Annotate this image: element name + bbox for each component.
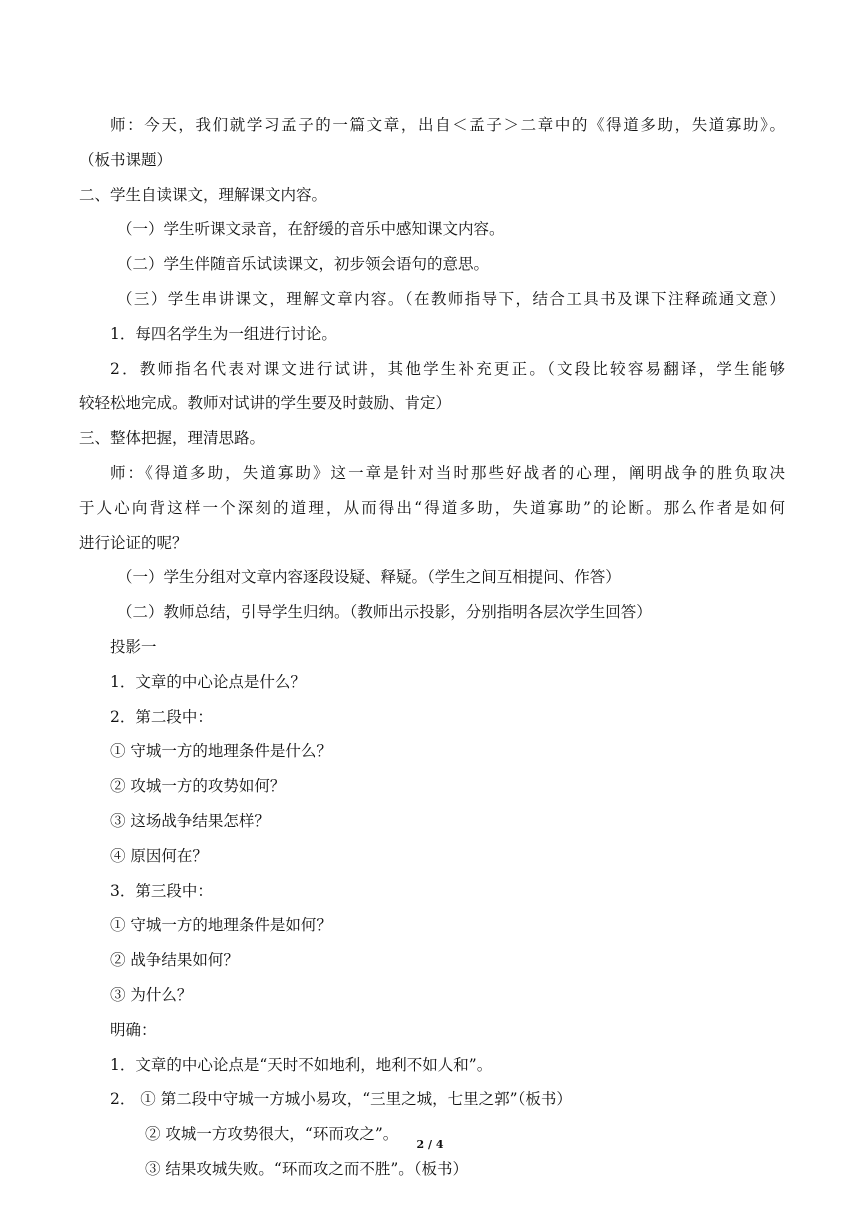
text-line: 于人心向背这样一个深刻的道理，从而得出“得道多助，失道寡助”的论断。那么作者是如何	[79, 498, 785, 517]
text-line: ① 守城一方的地理条件是如何？	[110, 916, 332, 935]
text-line: 明确：	[110, 1020, 157, 1039]
text-line: 1．文章的中心论点是什么？	[110, 672, 306, 691]
text-line: （二）学生伴随音乐试读课文，初步领会语句的意思。	[117, 255, 490, 274]
text-line: 3．第三段中：	[110, 881, 213, 900]
text-line: （一）学生分组对文章内容逐段设疑、释疑。（学生之间互相提问、作答）	[117, 568, 621, 587]
text-line: ③ 为什么？	[110, 985, 193, 1004]
text-line: （二）教师总结，引导学生归纳。（教师出示投影，分别指明各层次学生回答）	[117, 603, 652, 622]
text-line: 二、学生自读课文，理解课文内容。	[79, 185, 328, 204]
text-line: 2． ① 第二段中守城一方城小易攻，“三里之城，七里之郭”（板书）	[110, 1090, 572, 1109]
text-line: 较轻松地完成。教师对试讲的学生要及时鼓励、肯定）	[79, 394, 452, 413]
text-line: ② 攻城一方攻势很大，“环而攻之”。	[145, 1125, 399, 1144]
text-line: 1．文章的中心论点是“天时不如地利，地利不如人和”。	[110, 1055, 493, 1074]
text-line: 师：今天，我们就学习孟子的一篇文章，出自＜孟子＞二章中的《得道多助，失道寡助》。	[110, 116, 785, 134]
text-line: （一）学生听课文录音，在舒缓的音乐中感知课文内容。	[117, 220, 505, 239]
page-number: 2 / 4	[416, 1138, 444, 1151]
text-line: 三、整体把握，理清思路。	[79, 429, 266, 448]
text-line: 进行论证的呢？	[79, 533, 188, 552]
text-line: 投影一	[110, 637, 157, 656]
text-line: ③ 这场战争结果怎样？	[110, 811, 270, 830]
text-line: （板书课题）	[79, 150, 173, 169]
text-line: 1．每四名学生为一组进行讨论。	[110, 324, 337, 343]
text-line: ④ 原因何在？	[110, 846, 208, 865]
text-line: 2．第二段中：	[110, 707, 213, 726]
text-line: ② 战争结果如何？	[110, 951, 239, 970]
text-line: 2．教师指名代表对课文进行试讲，其他学生补充更正。（文段比较容易翻译，学生能够	[110, 359, 785, 378]
text-line: 师：《得道多助，失道寡助》这一章是针对当时那些好战者的心理，阐明战争的胜负取决	[110, 463, 785, 482]
text-line: ② 攻城一方的攻势如何？	[110, 777, 286, 796]
text-line: （三）学生串讲课文，理解文章内容。（在教师指导下，结合工具书及课下注释疏通文意）	[117, 289, 785, 308]
document-body	[79, 108, 785, 1187]
text-line: ③ 结果攻城失败。“环而攻之而不胜”。（板书）	[145, 1159, 469, 1178]
text-line: ① 守城一方的地理条件是什么？	[110, 742, 332, 761]
